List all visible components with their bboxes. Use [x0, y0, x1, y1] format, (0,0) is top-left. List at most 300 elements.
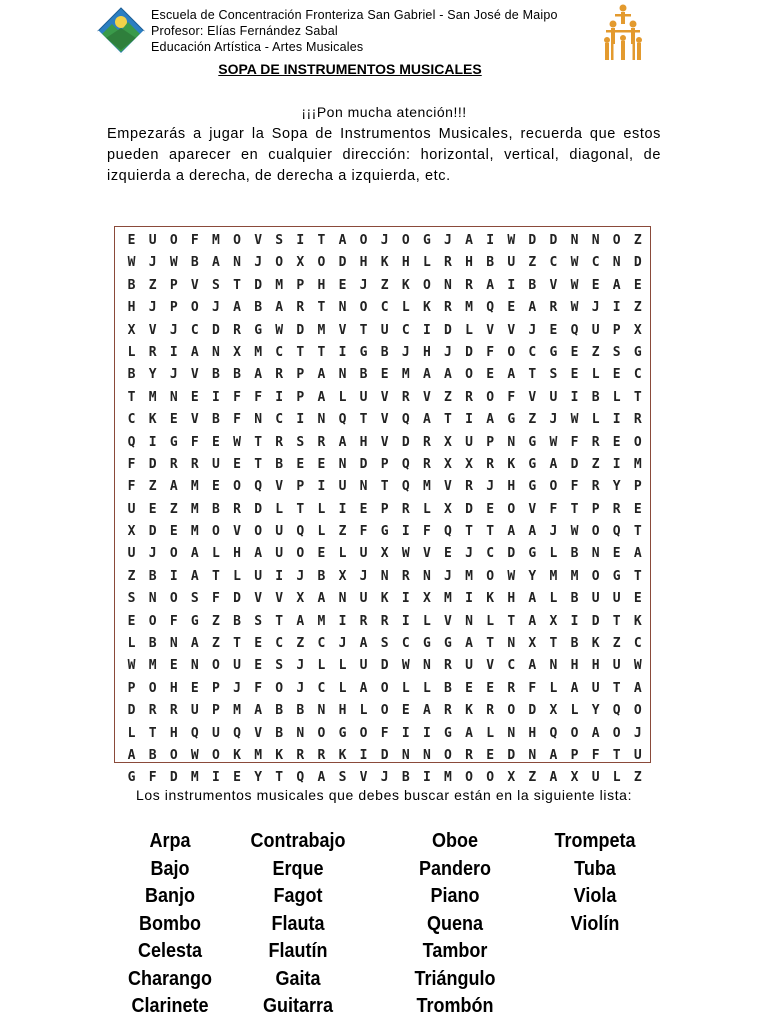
grid-letter: Y [591, 703, 600, 719]
grid-letter: P [169, 300, 178, 316]
grid-letter: O [317, 255, 326, 271]
grid-letter: Q [612, 703, 621, 719]
grid-letter: O [148, 680, 157, 696]
grid-letter: L [317, 658, 326, 674]
grid-letter: K [233, 747, 241, 763]
grid-letter: N [317, 703, 326, 719]
grid-letter: E [127, 233, 136, 248]
grid-letter: P [296, 479, 305, 495]
grid-letter: Z [444, 389, 452, 405]
grid-letter: S [380, 636, 389, 652]
grid-letter: S [275, 233, 284, 248]
grid-letter: C [275, 344, 284, 360]
grid-letter: A [528, 613, 537, 629]
grid-letter: O [591, 568, 600, 584]
word-item: Tuba [574, 857, 616, 880]
grid-letter: A [317, 367, 326, 383]
grid-letter: X [296, 255, 305, 271]
grid-letter: I [359, 747, 368, 763]
grid-letter: L [591, 367, 600, 383]
grid-letter: J [380, 770, 389, 786]
grid-letter: R [317, 747, 326, 763]
grid-letter: X [127, 524, 136, 540]
grid-letter: E [148, 501, 157, 517]
grid-letter: X [465, 456, 473, 472]
grid-letter: I [401, 524, 410, 540]
grid-letter: C [528, 344, 537, 360]
grid-letter: B [444, 680, 452, 696]
grid-letter: L [338, 658, 347, 674]
grid-letter: R [549, 300, 558, 316]
grid-letter: U [591, 322, 600, 338]
grid-letter: V [254, 591, 263, 607]
grid-letter: V [549, 277, 558, 293]
grid-letter: T [275, 770, 284, 786]
grid-letter: Z [591, 344, 600, 360]
grid-letter: W [570, 524, 579, 540]
grid-letter: J [169, 322, 178, 338]
grid-letter: N [612, 255, 621, 271]
grid-letter: D [127, 703, 136, 719]
grid-letter: O [359, 233, 368, 248]
grid-letter: E [549, 322, 558, 338]
grid-letter: J [338, 636, 347, 652]
grid-letter: S [612, 344, 621, 360]
grid-letter: P [591, 501, 600, 517]
grid-letter: G [190, 613, 199, 629]
grid-letter: U [612, 658, 621, 674]
grid-letter: V [190, 367, 199, 383]
grid-letter: T [359, 322, 368, 338]
grid-letter: B [190, 255, 199, 271]
grid-letter: Z [338, 524, 347, 540]
word-item: Charango [127, 967, 213, 990]
grid-letter: W [401, 658, 410, 674]
grid-letter: V [528, 389, 537, 405]
grid-letter: G [169, 434, 178, 450]
grid-letter: U [359, 658, 368, 674]
grid-letter: Z [528, 412, 537, 428]
grid-letter: K [486, 591, 495, 607]
grid-letter: D [633, 255, 642, 271]
grid-letter: N [296, 725, 305, 741]
grid-letter: V [275, 591, 284, 607]
grid-letter: C [380, 300, 389, 316]
grid-letter: M [190, 524, 199, 540]
grid-letter: N [591, 233, 600, 248]
grid-letter: G [507, 412, 516, 428]
grid-letter: N [549, 658, 558, 674]
grid-letter: V [190, 277, 199, 293]
grid-letter: E [190, 389, 199, 405]
grid-letter: U [254, 568, 263, 584]
grid-letter: I [338, 501, 347, 517]
grid-letter: N [317, 412, 326, 428]
grid-letter: H [528, 725, 537, 741]
grid-letter: L [465, 322, 473, 338]
grid-letter: K [275, 747, 284, 763]
grid-letter: Z [296, 636, 305, 652]
grid-letter: C [190, 322, 199, 338]
grid-letter: I [338, 613, 347, 629]
word-item: Triángulo [414, 967, 496, 990]
grid-letter: N [338, 456, 347, 472]
grid-letter: R [401, 568, 410, 584]
grid-letter: S [127, 591, 136, 607]
grid-letter: H [591, 658, 600, 674]
grid-letter: X [507, 770, 516, 786]
grid-letter: E [254, 658, 263, 674]
grid-letter: X [380, 546, 389, 562]
grid-letter: W [401, 546, 410, 562]
grid-letter: X [444, 501, 452, 517]
grid-letter: N [212, 344, 220, 360]
grid-letter: R [296, 300, 305, 316]
grid-letter: O [233, 479, 241, 495]
grid-letter: I [275, 568, 284, 584]
grid-letter: D [528, 703, 537, 719]
grid-letter: N [422, 568, 431, 584]
grid-letter: R [486, 456, 495, 472]
grid-letter: R [612, 501, 621, 517]
grid-letter: J [444, 233, 452, 248]
grid-letter: V [380, 412, 389, 428]
grid-letter: C [127, 412, 136, 428]
grid-letter: O [612, 725, 621, 741]
grid-letter: F [127, 479, 136, 495]
grid-letter: D [465, 344, 473, 360]
grid-letter: A [591, 725, 600, 741]
grid-letter: O [444, 747, 452, 763]
grid-letter: J [169, 367, 178, 383]
grid-letter: V [507, 322, 516, 338]
grid-letter: G [633, 344, 642, 360]
grid-letter: J [465, 546, 473, 562]
grid-letter: R [317, 434, 326, 450]
grid-letter: K [633, 613, 642, 629]
grid-letter: C [317, 636, 326, 652]
grid-letter: S [190, 591, 199, 607]
grid-letter: T [380, 479, 389, 495]
grid-letter: T [633, 389, 642, 405]
grid-letter: B [528, 277, 537, 293]
grid-letter: H [401, 255, 410, 271]
grid-letter: F [549, 501, 558, 517]
grid-letter: B [570, 591, 579, 607]
word-list-column-2 [235, 828, 361, 1021]
grid-letter: F [190, 434, 199, 450]
grid-letter: Z [633, 770, 642, 786]
grid-letter: L [338, 389, 347, 405]
grid-letter: E [612, 546, 621, 562]
grid-letter: L [612, 389, 621, 405]
grid-letter: T [275, 613, 284, 629]
grid-letter: E [212, 434, 220, 450]
grid-letter: J [296, 658, 305, 674]
grid-letter: R [275, 434, 284, 450]
grid-letter: X [296, 591, 305, 607]
page-title: SOPA DE INSTRUMENTOS MUSICALES [218, 61, 482, 77]
grid-letter: L [422, 255, 431, 271]
grid-letter: R [465, 389, 473, 405]
grid-letter: E [570, 344, 579, 360]
grid-letter: A [190, 636, 199, 652]
grid-letter: Y [148, 367, 157, 383]
grid-letter: D [380, 747, 389, 763]
grid-letter: C [275, 636, 284, 652]
grid-letter: E [612, 367, 621, 383]
grid-letter: T [233, 636, 241, 652]
grid-letter: J [528, 322, 537, 338]
grid-letter: M [190, 770, 199, 786]
grid-letter: O [212, 747, 220, 763]
grid-letter: W [190, 747, 199, 763]
grid-letter: X [233, 344, 241, 360]
grid-letter: H [169, 680, 178, 696]
grid-letter: M [465, 568, 473, 584]
grid-letter: V [254, 233, 263, 248]
grid-letter: G [444, 725, 452, 741]
grid-letter: Q [338, 412, 347, 428]
grid-letter: T [633, 568, 642, 584]
grid-letter: Q [570, 322, 579, 338]
word-item: Bajo [150, 857, 190, 880]
grid-letter: Q [401, 412, 410, 428]
grid-letter: W [169, 255, 178, 271]
grid-letter: A [612, 277, 621, 293]
grid-letter: N [380, 568, 389, 584]
grid-letter: H [422, 344, 431, 360]
grid-letter: H [359, 434, 368, 450]
grid-letter: T [317, 300, 326, 316]
grid-letter: A [317, 591, 326, 607]
grid-letter: I [612, 412, 621, 428]
grid-letter: K [148, 412, 157, 428]
grid-letter: U [549, 389, 558, 405]
word-item: Gaita [275, 967, 321, 990]
grid-letter: X [127, 322, 136, 338]
grid-letter: E [233, 770, 241, 786]
grid-letter: T [296, 501, 305, 517]
grid-letter: I [486, 233, 495, 248]
grid-letter: C [633, 636, 642, 652]
grid-letter: G [422, 233, 431, 248]
grid-letter: E [169, 412, 178, 428]
grid-letter: D [444, 322, 452, 338]
grid-letter: U [380, 322, 389, 338]
grid-letter: I [338, 344, 347, 360]
grid-letter: E [317, 546, 326, 562]
grid-letter: H [317, 277, 326, 293]
grid-letter: C [507, 658, 516, 674]
grid-letter: I [212, 770, 220, 786]
grid-letter: L [359, 703, 368, 719]
school-name: Escuela de Concentración Fronteriza San Gabriel - San José de Maipo [151, 8, 558, 22]
grid-letter: I [296, 412, 305, 428]
grid-letter: T [317, 233, 326, 248]
grid-letter: A [528, 658, 537, 674]
grid-letter: B [591, 389, 600, 405]
grid-letter: F [528, 680, 537, 696]
grid-letter: B [359, 367, 368, 383]
grid-letter: O [633, 434, 642, 450]
grid-letter: J [444, 568, 452, 584]
grid-letter: W [570, 277, 579, 293]
grid-letter: C [275, 412, 284, 428]
grid-letter: R [486, 703, 495, 719]
grid-letter: D [570, 456, 579, 472]
grid-letter: H [359, 255, 368, 271]
word-item: Banjo [144, 885, 196, 907]
grid-letter: J [148, 546, 157, 562]
grid-letter: D [359, 456, 368, 472]
grid-letter: A [254, 703, 263, 719]
grid-letter: B [486, 255, 495, 271]
grid-letter: A [254, 367, 263, 383]
grid-letter: L [422, 613, 431, 629]
grid-letter: A [275, 300, 284, 316]
grid-letter: T [507, 613, 516, 629]
grid-letter: U [633, 747, 642, 763]
grid-letter: A [549, 770, 558, 786]
grid-letter: T [254, 434, 263, 450]
grid-letter: F [190, 233, 199, 248]
grid-letter: R [233, 322, 241, 338]
grid-letter: A [169, 479, 178, 495]
grid-letter: O [612, 233, 621, 248]
grid-letter: G [380, 524, 389, 540]
grid-letter: F [127, 456, 136, 472]
grid-letter: X [528, 636, 537, 652]
grid-letter: E [507, 300, 516, 316]
grid-letter: M [212, 233, 220, 248]
grid-letter: M [549, 568, 558, 584]
grid-letter: U [359, 389, 368, 405]
grid-letter: B [275, 703, 284, 719]
grid-letter: E [444, 546, 452, 562]
grid-letter: R [296, 747, 305, 763]
grid-letter: X [549, 613, 558, 629]
grid-letter: S [549, 367, 558, 383]
grid-letter: A [190, 568, 199, 584]
grid-letter: W [275, 322, 284, 338]
word-item: Contrabajo [250, 830, 346, 852]
grid-letter: N [359, 479, 368, 495]
grid-letter: U [275, 524, 284, 540]
grid-letter: A [549, 456, 558, 472]
grid-letter: R [591, 479, 600, 495]
grid-letter: T [127, 389, 136, 405]
grid-letter: N [148, 591, 157, 607]
grid-letter: V [486, 658, 495, 674]
grid-letter: T [612, 747, 621, 763]
grid-letter: O [169, 747, 178, 763]
grid-letter: D [507, 747, 516, 763]
grid-letter: U [275, 546, 284, 562]
grid-letter: T [612, 613, 621, 629]
grid-letter: O [317, 725, 326, 741]
grid-letter: L [591, 412, 600, 428]
grid-letter: J [359, 277, 368, 293]
grid-letter: Z [212, 636, 220, 652]
grid-letter: B [233, 367, 241, 383]
grid-letter: E [169, 524, 178, 540]
grid-letter: E [380, 367, 389, 383]
grid-letter: T [528, 367, 537, 383]
grid-letter: O [233, 233, 241, 248]
grid-letter: A [570, 680, 579, 696]
grid-letter: R [380, 613, 389, 629]
grid-letter: M [190, 479, 199, 495]
grid-letter: E [486, 367, 495, 383]
grid-letter: N [507, 636, 516, 652]
grid-letter: B [233, 613, 241, 629]
grid-letter: A [296, 613, 305, 629]
grid-letter: O [359, 300, 368, 316]
grid-letter: D [212, 322, 220, 338]
grid-letter: R [444, 658, 452, 674]
grid-letter: O [507, 501, 516, 517]
grid-letter: P [212, 680, 220, 696]
grid-letter: Z [148, 277, 157, 293]
word-item: Piano [430, 885, 480, 907]
word-item: Trompeta [554, 830, 636, 852]
grid-letter: X [633, 322, 642, 338]
grid-letter: S [296, 434, 305, 450]
grid-letter: E [212, 479, 220, 495]
grid-letter: P [296, 367, 305, 383]
grid-letter: Q [233, 725, 241, 741]
grid-letter: G [127, 770, 136, 786]
grid-letter: O [486, 389, 495, 405]
grid-letter: I [275, 389, 284, 405]
grid-letter: M [444, 591, 452, 607]
grid-letter: U [465, 434, 473, 450]
grid-letter: F [233, 389, 241, 405]
grid-letter: K [380, 591, 389, 607]
grid-letter: U [212, 725, 220, 741]
grid-letter: V [422, 389, 431, 405]
grid-letter: B [148, 568, 157, 584]
grid-letter: M [422, 479, 431, 495]
grid-letter: B [127, 277, 136, 293]
grid-letter: A [486, 412, 495, 428]
grid-letter: I [296, 233, 305, 248]
grid-letter: U [127, 546, 136, 562]
grid-letter: T [254, 456, 263, 472]
grid-letter: L [549, 591, 558, 607]
grid-letter: V [359, 770, 368, 786]
grid-letter: T [148, 725, 157, 741]
grid-letter: B [148, 747, 157, 763]
grid-letter: B [275, 725, 284, 741]
grid-letter: L [401, 680, 410, 696]
grid-letter: X [444, 434, 452, 450]
grid-letter: H [338, 703, 347, 719]
grid-letter: Q [254, 479, 263, 495]
grid-letter: A [486, 277, 495, 293]
grid-letter: R [465, 747, 473, 763]
grid-letter: I [422, 322, 431, 338]
grid-letter: Z [169, 501, 178, 517]
grid-letter: Z [148, 479, 157, 495]
grid-letter: A [338, 434, 347, 450]
grid-letter: N [422, 658, 431, 674]
grid-letter: A [190, 344, 199, 360]
grid-letter: A [317, 770, 326, 786]
grid-letter: E [633, 501, 642, 517]
grid-letter: R [444, 255, 452, 271]
